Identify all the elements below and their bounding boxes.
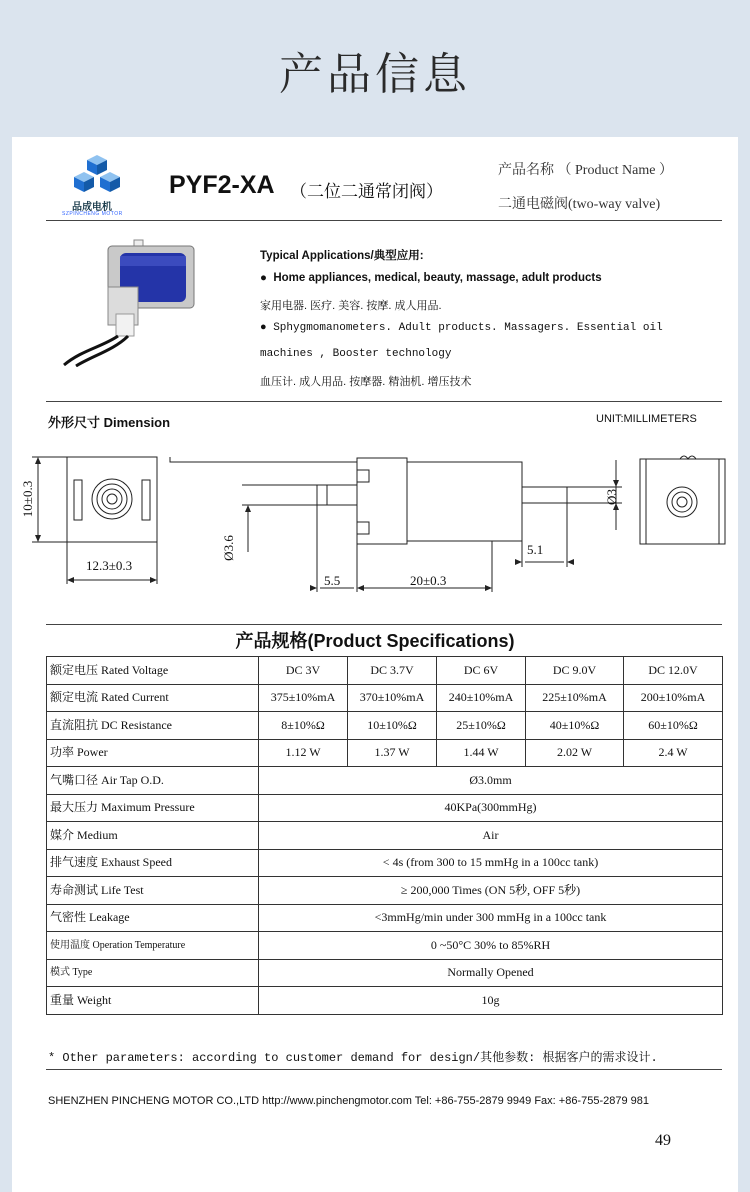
- application-line-4: machines , Booster technology: [260, 348, 452, 360]
- spec-value: DC 3.7V: [348, 657, 437, 685]
- header-divider: [46, 220, 722, 221]
- table-row: [47, 877, 723, 905]
- table-row: [47, 959, 723, 987]
- table-row: [47, 822, 723, 850]
- application-line-3: ● Sphygmomanometers. Adult products. Massagers. Essential oil: [260, 322, 663, 334]
- table-row: [47, 932, 723, 960]
- dimension-title: 外形尺寸 Dimension: [48, 415, 171, 430]
- spec-value: Air: [259, 822, 723, 850]
- spec-value: 0 ~50°C 30% to 85%RH: [259, 932, 723, 960]
- dimension-divider: [46, 624, 722, 625]
- spec-value: 10±10%Ω: [348, 712, 437, 740]
- spec-value: 225±10%mA: [526, 684, 624, 712]
- spec-label: 寿命测试 Life Test: [47, 877, 259, 905]
- table-row: [47, 794, 723, 822]
- product-sheet: [12, 137, 738, 1192]
- valve-photo: [62, 232, 212, 367]
- table-row: [47, 684, 723, 712]
- dim-width-label: 12.3±0.3: [86, 558, 133, 573]
- spec-value: ≥ 200,000 Times (ON 5秒, OFF 5秒): [259, 877, 723, 905]
- logo-subtitle: SZPINCHENG MOTOR: [62, 211, 123, 217]
- dim-body-length-label: 20±0.3: [410, 573, 447, 588]
- table-row: [47, 657, 723, 685]
- spec-label: 媒介 Medium: [47, 822, 259, 850]
- model-description: （二位二通常闭阀）: [290, 182, 443, 202]
- application-line-5: 血压计. 成人用品. 按摩器. 精油机. 增压技术: [260, 376, 472, 388]
- note-text: * Other parameters: according to customer demand for design/其他参数: 根据客户的需求设计.: [48, 1051, 658, 1065]
- spec-value: 200±10%mA: [624, 684, 723, 712]
- spec-label: 气密性 Leakage: [47, 904, 259, 932]
- spec-label: 重量 Weight: [47, 987, 259, 1015]
- spec-label: 功率 Power: [47, 739, 259, 767]
- product-name-value: 二通电磁阀(two-way valve): [498, 197, 661, 212]
- company-logo-icon: [67, 153, 127, 198]
- spec-label: 使用温度 Operation Temperature: [47, 932, 259, 960]
- spec-value: Normally Opened: [259, 959, 723, 987]
- spec-label: 最大压力 Maximum Pressure: [47, 794, 259, 822]
- note-divider: [46, 1069, 722, 1070]
- unit-label: UNIT:MILLIMETERS: [596, 413, 697, 425]
- table-row: [47, 739, 723, 767]
- application-line-1: ● Home appliances, medical, beauty, massage, adult products: [260, 272, 602, 284]
- spec-title: 产品规格(Product Specifications): [235, 631, 515, 651]
- dim-length-b-label: 5.1: [527, 542, 544, 557]
- model-number: PYF2-XA: [169, 171, 275, 199]
- spec-value: <3mmHg/min under 300 mmHg in a 100cc tank: [259, 904, 723, 932]
- spec-value: 25±10%Ω: [437, 712, 526, 740]
- spec-label: 排气速度 Exhaust Speed: [47, 849, 259, 877]
- spec-value: 375±10%mA: [259, 684, 348, 712]
- spec-value: DC 9.0V: [526, 657, 624, 685]
- spec-value: 1.44 W: [437, 739, 526, 767]
- spec-label: 额定电压 Rated Voltage: [47, 657, 259, 685]
- spec-value: 370±10%mA: [348, 684, 437, 712]
- spec-value: 240±10%mA: [437, 684, 526, 712]
- table-row: [47, 904, 723, 932]
- table-row: [47, 849, 723, 877]
- spec-value: < 4s (from 300 to 15 mmHg in a 100cc tank): [259, 849, 723, 877]
- spec-label: 模式 Type: [47, 959, 259, 987]
- spec-value: 8±10%Ω: [259, 712, 348, 740]
- spec-value: DC 3V: [259, 657, 348, 685]
- spec-value: 40KPa(300mmHg): [259, 794, 723, 822]
- application-line-2: 家用电器. 医疗. 美容. 按摩. 成人用品.: [260, 300, 442, 312]
- spec-value: DC 6V: [437, 657, 526, 685]
- spec-value: DC 12.0V: [624, 657, 723, 685]
- applications-title: Typical Applications/典型应用:: [260, 250, 424, 262]
- spec-table: [46, 656, 723, 1015]
- logo-name: 品成电机: [72, 202, 112, 213]
- spec-label: 额定电流 Rated Current: [47, 684, 259, 712]
- page-title: 产品信息: [279, 49, 471, 100]
- spec-value: 10g: [259, 987, 723, 1015]
- spec-value: 60±10%Ω: [624, 712, 723, 740]
- applications-divider: [46, 401, 722, 402]
- spec-value: 1.37 W: [348, 739, 437, 767]
- footer-contact: SHENZHEN PINCHENG MOTOR CO.,LTD http://www.pinchengmotor.com Tel: +86-755-2879 9949 Fax: +86-755-2879 981: [48, 1095, 649, 1107]
- table-row: [47, 712, 723, 740]
- dimension-drawing: [12, 442, 738, 607]
- spec-value: Ø3.0mm: [259, 767, 723, 795]
- dim-body-diameter-label: Ø3.6: [220, 535, 236, 561]
- dim-nozzle-diameter-label: Ø3: [603, 489, 619, 505]
- page-number: 49: [655, 1132, 671, 1149]
- dim-height-label: 10±0.3: [20, 480, 36, 518]
- dim-length-a-label: 5.5: [324, 573, 341, 588]
- spec-label: 直流阻抗 DC Resistance: [47, 712, 259, 740]
- spec-value: 1.12 W: [259, 739, 348, 767]
- table-row: [47, 767, 723, 795]
- spec-value: 2.02 W: [526, 739, 624, 767]
- spec-value: 40±10%Ω: [526, 712, 624, 740]
- table-row: [47, 987, 723, 1015]
- spec-value: 2.4 W: [624, 739, 723, 767]
- product-name-label: 产品名称 （ Product Name ）: [498, 163, 673, 178]
- spec-label: 气嘴口径 Air Tap O.D.: [47, 767, 259, 795]
